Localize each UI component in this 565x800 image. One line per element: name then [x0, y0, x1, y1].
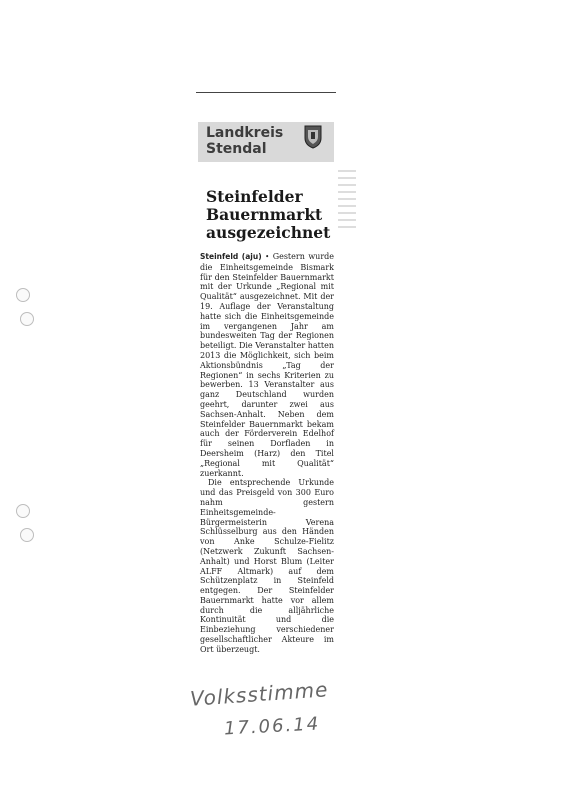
newspaper-clipping — [196, 92, 338, 662]
region-label: Landkreis Stendal — [206, 125, 284, 157]
article-paragraph — [200, 252, 334, 478]
punch-hole — [20, 312, 34, 326]
paragraph-text: Gestern wurde die Einheitsgemeinde Bismark für den Steinfelder Bauernmarkt mit der Urkunde „Regional mit Qualität“ ausgezeichnet. Mit der 19. Auflage der Veranstaltung hatte sich die Einheitsgemeinde im vergangenen Jahr am bundesweiten Tag der Regionen beteiligt. Die Veranstalter hatten 2013 die Möglichkeit, sich beim Aktionsbündnis „Tag der Regionen“ in sechs Kriterien zu bewerben. 13 Veranstalter aus ganz Deutschland wurden geehrt, darunter zwei aus Sachsen-Anhalt. Neben dem Steinfelder Bauernmarkt bekam auch der Förderverein Edelhof für seinen Dorfladen in Deersheim (Harz) den Titel „Regional mit Qualität“ zuerkannt. — [200, 252, 334, 478]
article-paragraph: Die entsprechende Urkunde und das Preisgeld von 300 Euro nahm gestern Einheitsgemeinde-Bürgermeisterin Verena Schlüsselburg aus den Händen von Anke Schulze-Fielitz (Netzwerk Zukunft Sachsen-Anhalt) und Horst Blum (Leiter ALFF Altmark) auf dem Schützenplatz in Steinfeld entgegen. Der Steinfelder Bauernmarkt hatte vor allem durch die alljährliche Kontinuität und die Einbeziehung verschiedener gesellschaftlicher Akteure im Ort überzeugt. — [200, 478, 334, 654]
top-rule — [196, 92, 336, 93]
headline: Steinfelder Bauernmarkt ausgezeichnet — [206, 187, 331, 242]
handwritten-date: 17.06.14 — [223, 713, 321, 740]
dateline: Steinfeld (aju) — [200, 252, 262, 261]
punch-hole — [16, 288, 30, 302]
punch-hole — [20, 528, 34, 542]
bullet: • — [265, 253, 270, 261]
article-body — [200, 252, 334, 655]
handwritten-source: Volksstimme — [189, 677, 330, 711]
punch-hole — [16, 504, 30, 518]
bleed-through-text — [338, 170, 356, 230]
coat-of-arms-icon — [304, 125, 322, 149]
